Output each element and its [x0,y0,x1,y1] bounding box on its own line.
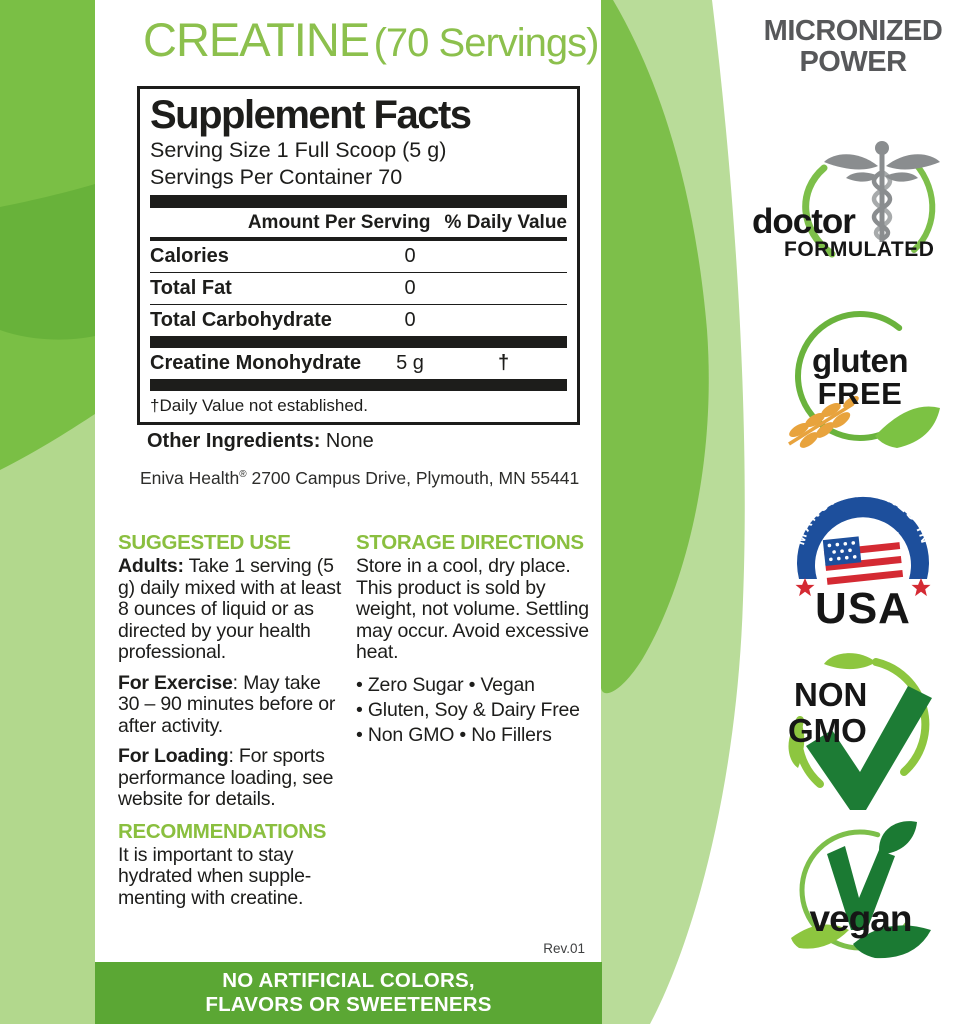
usage-item-label: For Loading [118,745,229,767]
row-amount: 5 g [396,352,424,374]
usage-item-text: : For sports performance loading, see website for details. [118,745,334,810]
row-amount: 0 [404,309,416,331]
registered-mark: ® [239,469,247,481]
recommendations-text: It is important to stay hydrated when supple-menting with creatine. [118,843,312,909]
facts-header-row [150,208,567,241]
usa-arc-text: MANUFACTURED IN [791,484,935,547]
tagline-line1: MICRONIZED [763,15,943,47]
serving-size: Serving Size 1 Full Scoop (5 g) [150,138,447,162]
storage-directions-section [356,531,605,918]
left-strip-light-band [0,414,95,1024]
col-header-amount: Amount Per Serving [247,212,431,233]
vegan-badge [783,820,938,965]
servings-count: (70 Servings) [373,21,599,65]
suggested-use-section [118,531,345,918]
usa-word: USA [815,584,911,633]
servings-per-container: Servings Per Container 70 [150,165,403,189]
separator-bar-thick [150,195,567,208]
separator-bar-thick [150,336,567,348]
free-word: FREE [817,376,903,411]
row-name: Creatine Monohydrate [150,352,362,374]
supplement-facts-panel [137,86,580,425]
us-flag-icon [823,532,903,586]
leaf-icon [875,407,940,448]
formulated-word: FORMULATED [784,238,935,261]
feature-bullets [356,673,605,748]
directions-columns [118,531,605,918]
product-title-row [143,12,598,67]
separator-bar-thick [150,379,567,391]
storage-bullet: • Non GMO • No Fillers [356,723,552,746]
table-row-creatine-monohydrate [150,348,567,379]
storage-bullet: • Zero Sugar • Vegan [356,673,535,696]
other-ingredients-label: Other Ingredients: [147,430,321,452]
usage-item-adults [118,556,345,664]
table-row-total-carbohydrate [150,304,567,336]
usage-item-loading [118,746,345,811]
revision-label: Rev.01 [543,941,585,956]
product-title: CREATINE [143,13,370,66]
doctor-word: doctor [752,202,855,241]
brand-name: Eniva Health [140,468,240,488]
banner-line1: NO ARTIFICIAL COLORS, [222,969,475,992]
row-amount: 0 [404,277,416,299]
vegan-word: vegan [809,898,912,939]
row-name: Total Carbohydrate [150,309,332,331]
made-in-usa-badge [783,484,943,634]
col-header-dv: % Daily Value [444,212,567,233]
usage-item-label: Adults: [118,555,184,577]
gluten-free-badge [775,308,945,450]
v-check-leaf-icon [783,820,938,965]
storage-bullet: • Gluten, Soy & Dairy Free [356,698,580,721]
non-word: NON [794,676,868,713]
other-ingredients [147,430,374,453]
recommendations-heading: RECOMMENDATIONS [118,819,327,843]
micronized-power-tagline [743,16,963,78]
tagline-line2: POWER [799,46,907,78]
storage-text: Store in a cool, dry place. This product is sold by weight, not volume. Settling may occur. Avoid excessive heat. [356,555,589,663]
address-text: 2700 Campus Drive, Plymouth, MN 55441 [246,468,580,488]
row-amount: 0 [404,245,416,267]
non-gmo-badge [780,650,940,812]
manufacturer-address [140,468,579,489]
supplement-facts-title: Supplement Facts [150,93,471,137]
suggested-use-heading: SUGGESTED USE [118,531,291,554]
gluten-word: gluten [812,342,908,379]
row-name: Total Fat [150,277,232,299]
other-ingredients-value: None [320,430,374,452]
usage-item-label: For Exercise [118,671,233,694]
bottom-banner [95,962,602,1024]
banner-line2: FLAVORS OR SWEETENERS [205,993,492,1016]
usage-item-exercise [118,673,345,738]
row-name: Calories [150,245,229,267]
storage-heading: STORAGE DIRECTIONS [356,531,584,554]
gmo-word: GMO [788,712,867,749]
left-strip-dark-band [0,184,95,340]
facts-footnote: †Daily Value not established. [150,396,368,415]
table-row-total-fat [150,272,567,304]
usage-item-text: : May take 30 – 90 minutes before or after activity. [118,671,336,737]
usage-item-text: Take 1 serving (5 g) daily mixed with at least 8 ounces of liquid or as directed by your health professional. [118,555,342,663]
doctor-formulated-badge [752,136,962,272]
table-row-calories [150,241,567,272]
row-dv: † [497,352,510,374]
